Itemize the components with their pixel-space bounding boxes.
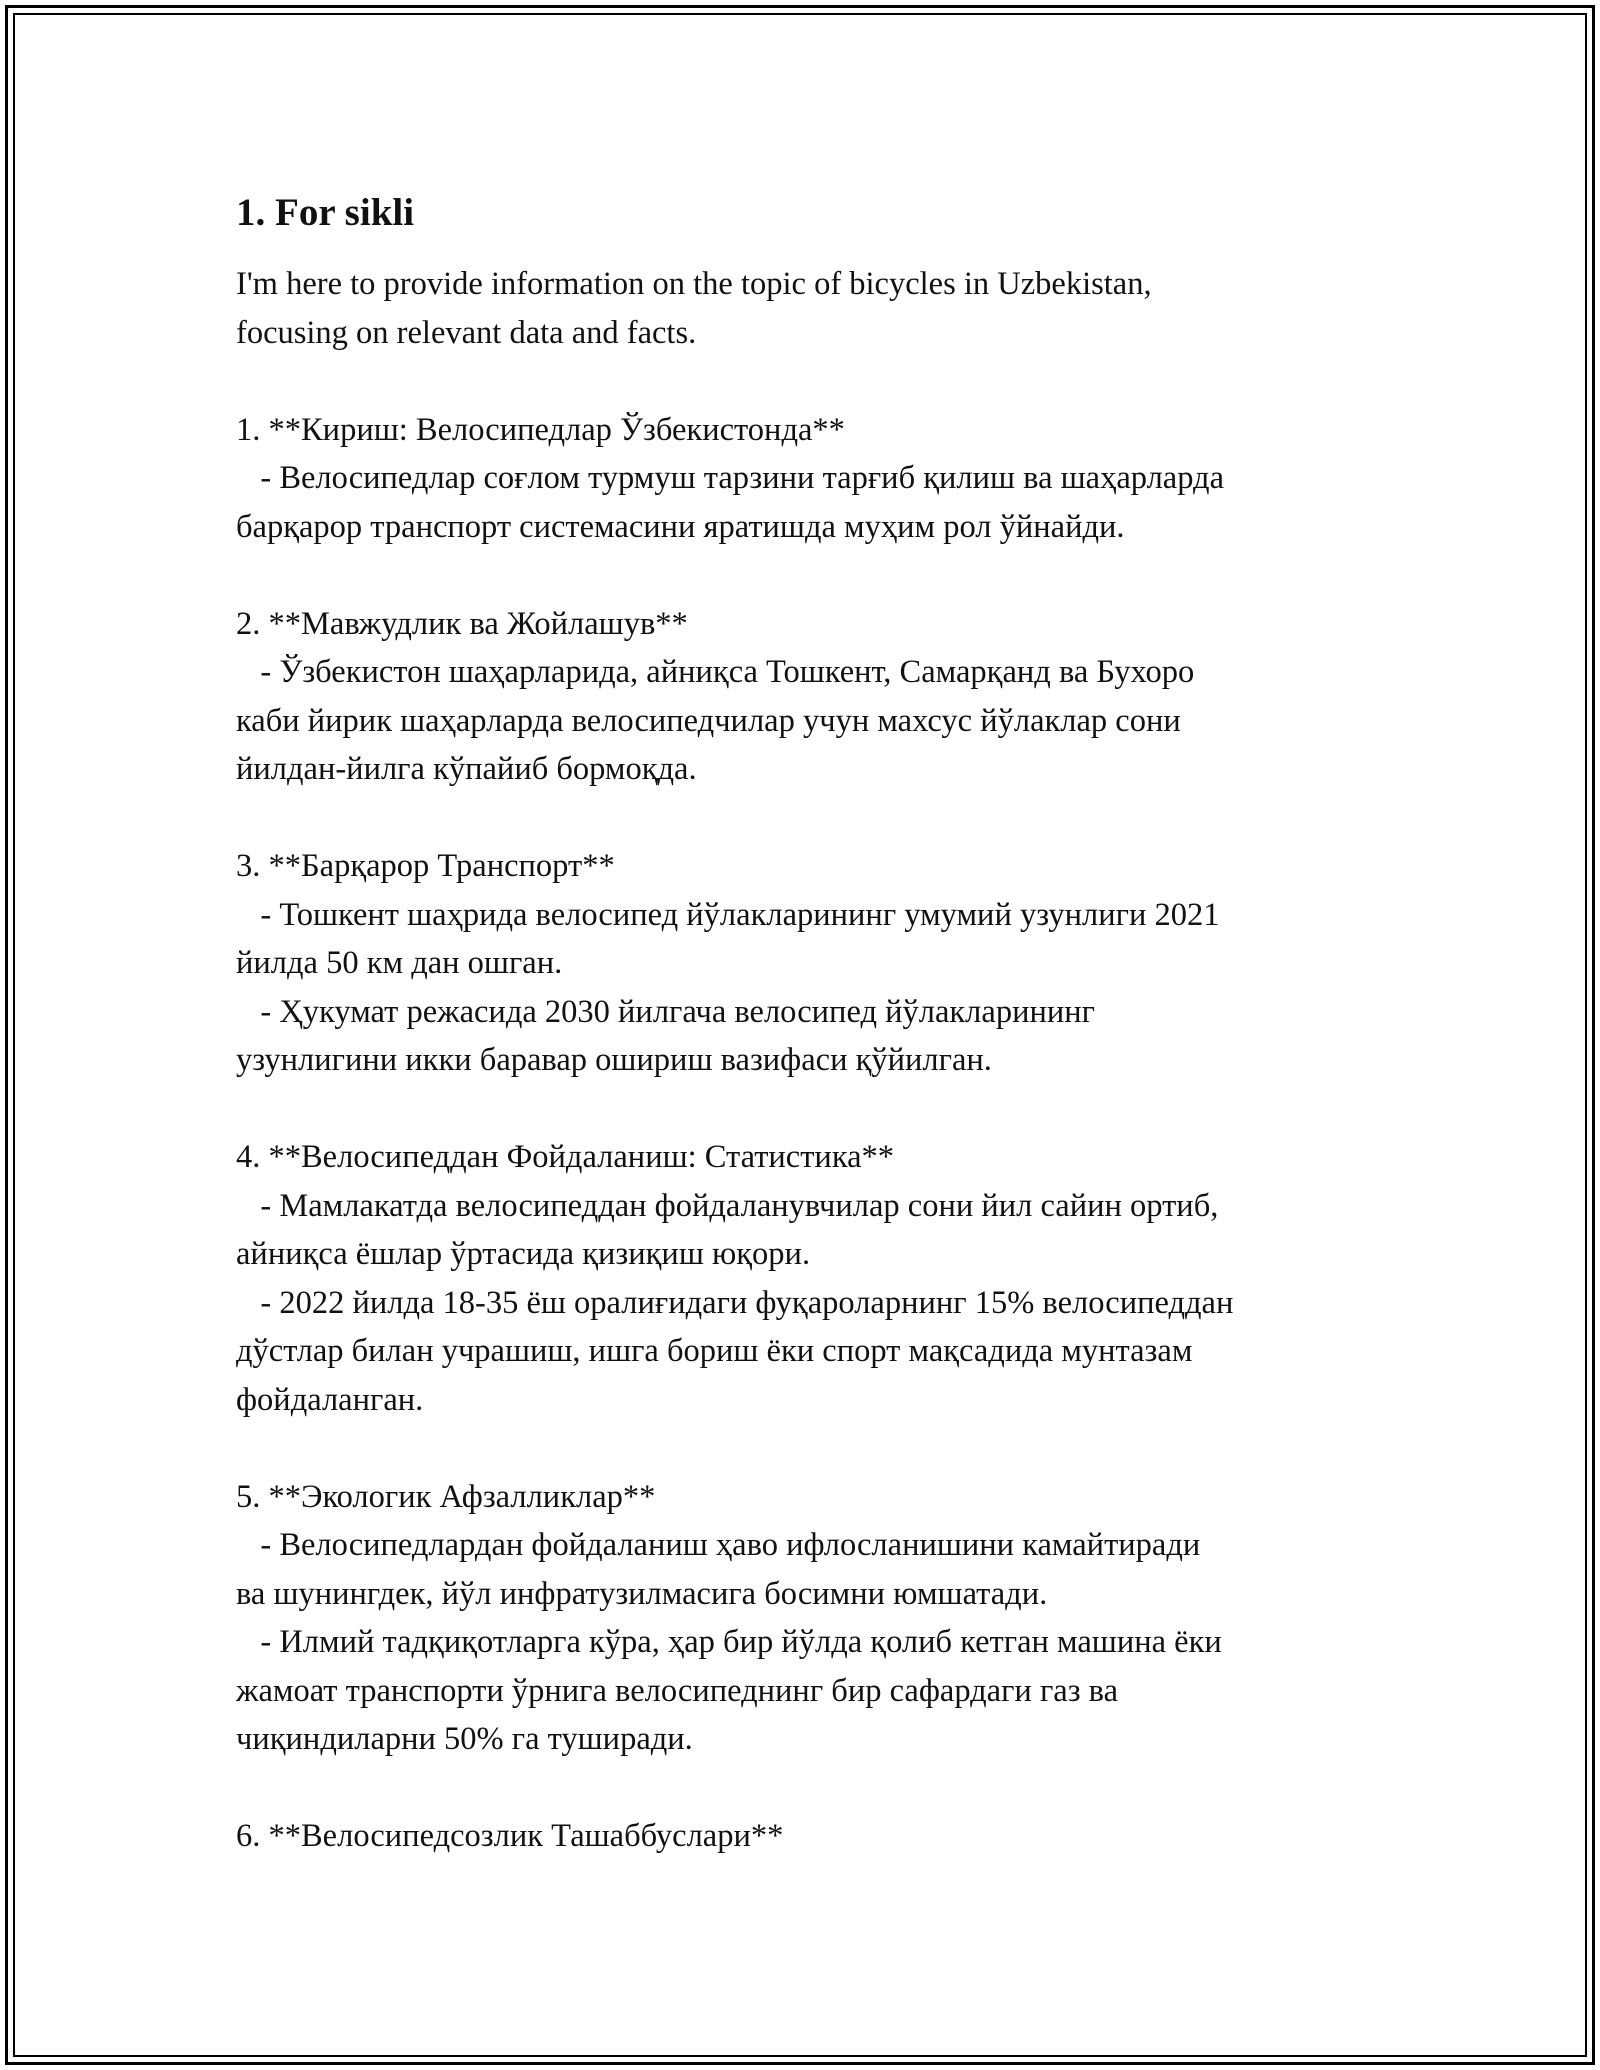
document-body: I'm here to provide information on the topic of bicycles in Uzbekistan, focusing on relevant data and facts. 1. **Кириш: Велосипедлар Ўзбекистонда** - Велосипедлар соғлом турмуш тарзини тарғиб қилиш ва шаҳарларда барқарор транспорт системасини яратишда муҳим рол ўйнайди. 2. **Мавжудлик ва Жойлашув** - Ўзбекистон шаҳарларида, айниқса Тошкент, Самарқанд ва Бухоро каби йирик шаҳарларда велосипедчилар учун махсус йўлаклар сони йилдан-йилга кўпайиб бормоқда. 3. **Барқарор Транспорт** - Тошкент шаҳрида велосипед йўлакларининг умумий узунлиги 2021 йилда 50 км дан ошган. - Ҳукумат режасида 2030 йилгача велосипед йўлакларининг узунлигини икки баравар ошириш вазифаси қўйилган. 4. **Велосипеддан Фойдаланиш: Статистика** - Мамлакатда велосипеддан фойдаланувчилар сони йил сайин ортиб, айниқса ёшлар ўртасида қизиқиш юқори. - 2022 йилда 18-35 ёш оралиғидаги фуқароларнинг 15% велосипеддан дўстлар билан учрашиш, ишга бориш ёки спорт мақсадида мунтазам фойдаланган. 5. **Экологик Афзалликлар** - Велосипедлардан фойдаланиш ҳаво ифлосланишини камайтиради ва шунингдек, йўл инфратузилмасига босимни юмшатади. - Илмий тадқиқотларга кўра, ҳар бир йўлда қолиб кетган машина ёки жамоат транспорти ўрнига велосипеднинг бир сафардаги газ ва чиқиндиларни 50% га туширади. 6. **Велосипедсозлик Ташаббуслари** <box>236 266 1234 1854</box>
document-title: 1. For sikli <box>236 191 415 234</box>
document-content <box>236 188 1366 1861</box>
